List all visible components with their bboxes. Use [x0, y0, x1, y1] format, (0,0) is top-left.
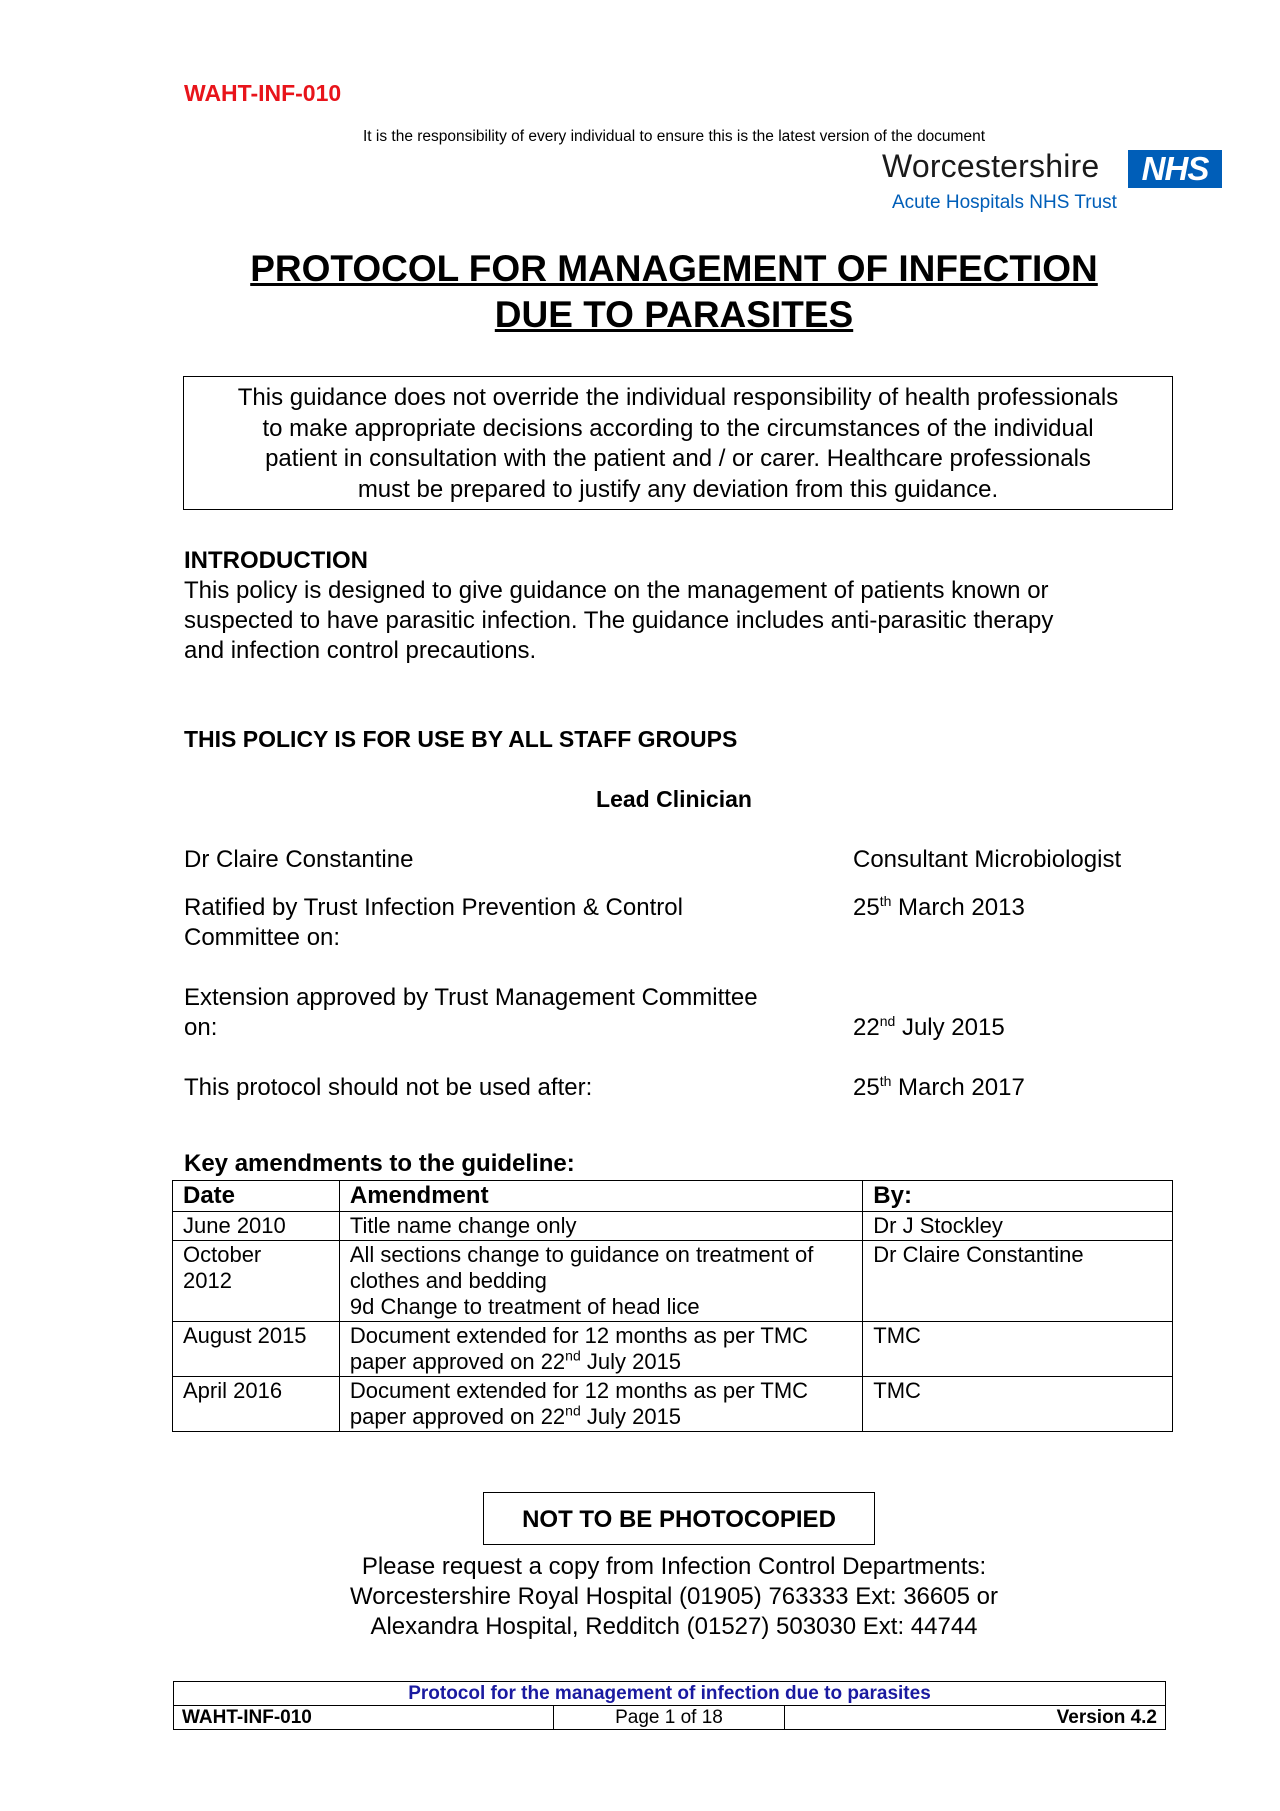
- amendment-text: July 2015: [580, 1349, 682, 1374]
- cell-date-line: October: [183, 1242, 262, 1267]
- extension-day: 22: [853, 1014, 880, 1041]
- amendment-suffix: nd: [565, 1402, 581, 1419]
- cell-by: Dr Claire Constantine: [863, 1241, 1173, 1322]
- disclaimer-line: to make appropriate decisions according to the circumstances of the individual: [262, 414, 1094, 442]
- cell-amendment: [339, 1322, 862, 1377]
- footer-page-number: Page 1 of 18: [553, 1706, 785, 1730]
- expiry-suffix: th: [879, 1073, 892, 1089]
- cell-date: June 2010: [173, 1212, 340, 1241]
- staff-groups-heading: THIS POLICY IS FOR USE BY ALL STAFF GROUPS: [184, 726, 738, 752]
- introduction-heading: INTRODUCTION: [184, 547, 368, 574]
- ratified-label: [184, 893, 824, 953]
- amendments-table: [172, 1180, 1173, 1432]
- amendment-text: July 2015: [580, 1404, 682, 1429]
- expiry-day: 25: [853, 1074, 880, 1101]
- footer-title: Protocol for the management of infection due to parasites: [174, 1682, 1166, 1706]
- introduction-line: and infection control precautions.: [184, 637, 537, 664]
- ratified-label-line: Ratified by Trust Infection Prevention & Control: [184, 894, 683, 921]
- ratified-date: [853, 893, 1025, 923]
- amendment-suffix: nd: [565, 1347, 581, 1364]
- cell-amendment: Title name change only: [339, 1212, 862, 1241]
- page-footer: [173, 1681, 1166, 1730]
- introduction-line: suspected to have parasitic infection. The guidance includes anti-parasitic therapy: [184, 607, 1054, 634]
- footer-doc-code: WAHT-INF-010: [174, 1706, 554, 1730]
- responsibility-note: It is the responsibility of every individual to ensure this is the latest version of the document: [362, 128, 986, 145]
- request-copy-text: [184, 1552, 1164, 1642]
- disclaimer-line: This guidance does not override the individual responsibility of health professionals: [237, 384, 1119, 411]
- title-line-2: DUE TO PARASITES: [494, 294, 854, 335]
- cell-date: April 2016: [173, 1377, 340, 1432]
- cell-amendment-line: [350, 1404, 852, 1430]
- nhs-badge-icon: NHS: [1128, 150, 1222, 188]
- cell-date: [173, 1241, 340, 1322]
- introduction-line: This policy is designed to give guidance on the management of patients known or: [184, 577, 1049, 604]
- disclaimer-line: must be prepared to justify any deviation from this guidance.: [357, 475, 999, 503]
- expiry-date: [853, 1073, 1025, 1103]
- extension-label-line: Extension approved by Trust Management Committee: [184, 984, 758, 1011]
- lead-clinician-role: Consultant Microbiologist: [853, 846, 1122, 873]
- introduction-text: [184, 576, 1174, 666]
- nhs-trust-logo: [882, 148, 1222, 220]
- cell-amendment-line: Document extended for 12 months as per TMC: [349, 1323, 809, 1348]
- cell-amendment-line: Document extended for 12 months as per TMC: [349, 1378, 809, 1403]
- cell-by: Dr J Stockley: [863, 1212, 1173, 1241]
- column-header-by: By:: [863, 1181, 1173, 1212]
- cell-amendment-line: All sections change to guidance on treatment of: [349, 1242, 814, 1267]
- page-title: [184, 246, 1164, 338]
- lead-clinician-heading: Lead Clinician: [596, 786, 752, 812]
- extension-date: [853, 1013, 1005, 1043]
- column-header-date: Date: [173, 1181, 340, 1212]
- cell-amendment: [339, 1377, 862, 1432]
- cell-amendment-line: clothes and bedding: [349, 1268, 547, 1293]
- ratified-month-year: March 2013: [891, 894, 1025, 921]
- table-row: [173, 1377, 1173, 1432]
- ratified-label-line: Committee on:: [184, 924, 341, 951]
- extension-month-year: July 2015: [895, 1014, 1005, 1041]
- cell-by: TMC: [863, 1377, 1173, 1432]
- cell-amendment: [339, 1241, 862, 1322]
- expiry-month-year: March 2017: [891, 1074, 1025, 1101]
- amendment-text: paper approved on 22: [349, 1404, 566, 1429]
- table-row: [173, 1241, 1173, 1322]
- table-row: [173, 1322, 1173, 1377]
- amendments-heading: Key amendments to the guideline:: [184, 1150, 575, 1177]
- title-line-1: PROTOCOL FOR MANAGEMENT OF INFECTION: [250, 248, 1098, 289]
- disclaimer-line: patient in consultation with the patient and / or carer. Healthcare professionals: [265, 445, 1091, 472]
- photocopy-notice: NOT TO BE PHOTOCOPIED: [483, 1492, 875, 1545]
- request-line: Please request a copy from Infection Control Departments:: [361, 1553, 987, 1580]
- extension-label: [184, 983, 824, 1043]
- ratified-day: 25: [853, 894, 880, 921]
- ratified-suffix: th: [879, 893, 892, 909]
- table-row: [173, 1212, 1173, 1241]
- document-code: WAHT-INF-010: [184, 80, 342, 106]
- logo-org-name: Worcestershire: [882, 148, 1100, 184]
- amendment-text: paper approved on 22: [349, 1349, 566, 1374]
- request-line: Alexandra Hospital, Redditch (01527) 503030 Ext: 44744: [370, 1613, 978, 1640]
- logo-trust-name: Acute Hospitals NHS Trust: [892, 192, 1117, 213]
- table-header-row: [173, 1181, 1173, 1212]
- column-header-amendment: Amendment: [339, 1181, 862, 1212]
- cell-by: TMC: [863, 1322, 1173, 1377]
- cell-date-line: 2012: [183, 1268, 232, 1293]
- cell-amendment-line: 9d Change to treatment of head lice: [349, 1294, 700, 1319]
- lead-clinician-name: Dr Claire Constantine: [184, 846, 414, 873]
- cell-amendment-line: [350, 1349, 852, 1375]
- disclaimer-box: [183, 376, 1173, 510]
- request-line: Worcestershire Royal Hospital (01905) 763333 Ext: 36605 or: [350, 1583, 998, 1610]
- extension-suffix: nd: [879, 1013, 896, 1029]
- extension-label-line: on:: [184, 1014, 218, 1041]
- expiry-label: This protocol should not be used after:: [184, 1074, 593, 1101]
- footer-version: Version 4.2: [785, 1706, 1166, 1730]
- cell-date: August 2015: [173, 1322, 340, 1377]
